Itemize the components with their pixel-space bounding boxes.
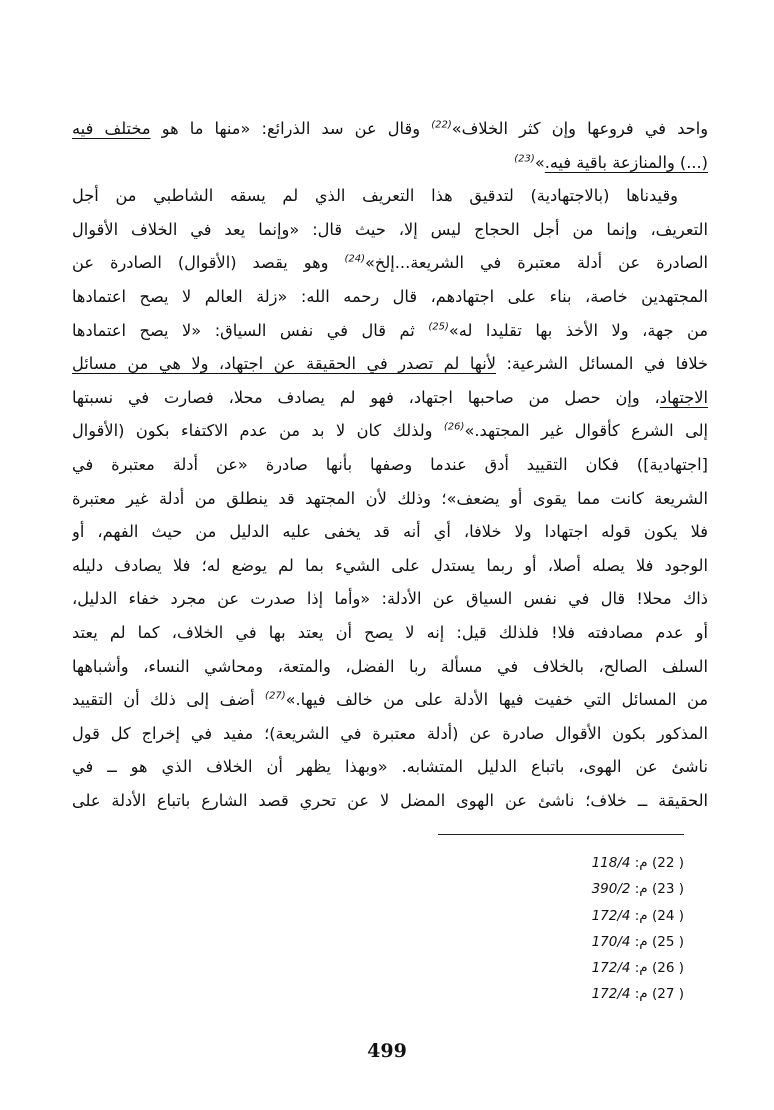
- footnote-citation: 172/4: [591, 986, 631, 1003]
- footnote-number: ( 27): [651, 986, 684, 1003]
- text-line: [72, 381, 708, 415]
- text-run: خلافا في المسائل الشرعية:: [495, 354, 708, 374]
- text-line: [72, 616, 708, 650]
- text-run: واحد في فروعها وإن كثر الخلاف»: [451, 119, 708, 138]
- text-run: [اجتهادية]) فكان التقييد أدق عندما وصفها بأنها صادرة «عن أدلة معتبرة في: [72, 454, 708, 474]
- footnote-number: ( 25): [651, 933, 684, 950]
- footnote-number: ( 22): [651, 855, 684, 871]
- text-line: [72, 750, 708, 784]
- text-run: الشريعة كانت مما يقوى أو يضعف»؛ وذلك لأن المجتهد قد ينطلق من أدلة غير معتبرة: [72, 488, 708, 508]
- text-run: ، وإن حصل من صاحبها اجتهاد، فهو لم يصادف محلا، فصارت في نسبتها: [72, 387, 660, 407]
- text-run: السلف الصالح، بالخلاف في مسألة ربا الفضل، والمتعة، ومحاشي النساء، وأشباهها: [72, 656, 708, 676]
- footnote-ref: (27): [265, 690, 286, 702]
- text-line: [72, 549, 708, 583]
- text-run: أو عدم مصادفته فلا! فلذلك قيل: إنه لا يصح أن يعتد بها في الخلاف، كما لم يعتد: [72, 622, 708, 642]
- text-run: وقيدناها (بالاجتهادية) لتدقيق هذا التعريف الذي لم يسقه الشاطبي من أجل: [72, 186, 678, 206]
- footnote-number: ( 26): [651, 960, 684, 977]
- text-run: »: [534, 152, 545, 172]
- text-run: إلى الشرع كأقوال غير المجتهد.»: [464, 421, 708, 441]
- text-run: من جهة، ولا الأخذ بها تقليدا له»: [448, 320, 708, 340]
- underlined-text: الاجتهاد: [659, 387, 708, 407]
- text-run: الصادرة عن أدلة معتبرة في الشريعة...إلخ»: [365, 253, 708, 273]
- text-line: [72, 717, 708, 751]
- text-run: وقال عن سد الذرائع: «منها ما هو: [150, 119, 432, 138]
- underlined-text: مختلف فيه: [72, 119, 151, 138]
- text-line: [72, 246, 708, 280]
- text-run: التعريف، وإنما من أجل الحجاج ليس إلا، حيث قال: «وإنما يعد في الخلاف الأقوال: [72, 219, 708, 239]
- footnote-source: م:: [630, 960, 652, 977]
- text-line: [72, 582, 708, 616]
- text-line: [72, 112, 708, 146]
- text-line: [72, 482, 708, 516]
- text-line: [72, 683, 708, 717]
- footnote: [484, 955, 684, 981]
- footnote-source: م:: [630, 881, 652, 898]
- footnote-citation: 118/4: [591, 855, 631, 871]
- text-line: [72, 414, 708, 448]
- footnote: [484, 850, 684, 876]
- text-run: ذاك محلا! قال في نفس السياق عن الأدلة: «وأما إذا صدرت عن مجرد خفاء الدليل،: [72, 589, 708, 609]
- text-run: الوجود فلا يصله أصلا، أو ربما يستدل على الشيء بما لم يوضع له؛ فلا يصادف دليله: [72, 555, 708, 575]
- text-line: [72, 213, 708, 247]
- body-text: [72, 112, 708, 817]
- text-line: [72, 784, 708, 818]
- footnotes: [484, 850, 684, 1008]
- text-run: فلا يكون قوله اجتهادا ولا خلافا، أي أنه قد يخفى عليه الدليل من حيث الفهم، أو: [72, 522, 708, 542]
- text-line: [72, 347, 708, 381]
- text-run: وهو يقصد (الأقوال) الصادرة عن: [72, 253, 345, 273]
- footnote-ref: (24): [344, 253, 365, 265]
- text-line: [72, 448, 708, 482]
- footnote-source: م:: [630, 907, 652, 924]
- footnote-source: م:: [630, 855, 652, 871]
- footnote-number: ( 24): [651, 907, 684, 924]
- text-run: أضف إلى ذلك أن التقييد: [72, 690, 266, 710]
- footnote: [484, 929, 684, 955]
- footnote-ref: (26): [443, 421, 465, 433]
- page-number: 499: [367, 1040, 407, 1062]
- text-run: ناشئ عن الهوى، باتباع الدليل المتشابه. «وبهذا يظهر أن الخلاف الذي هو ــ في: [72, 757, 708, 777]
- footnote-citation: 172/4: [591, 960, 631, 977]
- footnote-ref: (23): [514, 153, 535, 165]
- footnote-ref: (22): [431, 119, 452, 131]
- text-run: المجتهدين خاصة، بناء على اجتهادهم، قال رحمه الله: «زلة العالم لا يصح اعتمادها: [72, 286, 708, 306]
- text-line: [72, 280, 708, 314]
- underlined-text: لأنها لم تصدر في الحقيقة عن اجتهاد، ولا هي من مسائل: [72, 354, 496, 374]
- text-line: [72, 314, 708, 348]
- footnote-separator: [438, 834, 684, 835]
- underlined-text: (...) والمنازعة باقية فيه.: [544, 152, 708, 172]
- text-line: [72, 146, 708, 180]
- text-line: [72, 179, 708, 213]
- footnote-citation: 390/2: [591, 881, 631, 898]
- footnote-number: ( 23): [651, 881, 684, 898]
- text-run: المذكور بكون الأقوال صادرة عن (أدلة معتبرة في الشريعة)؛ مفيد في إخراج كل قول: [72, 723, 708, 743]
- footnote: [484, 981, 684, 1007]
- footnote: [484, 876, 684, 902]
- footnote-source: م:: [630, 933, 652, 950]
- text-run: ثم قال في نفس السياق: «لا يصح اعتمادها: [72, 320, 429, 340]
- text-line: [72, 650, 708, 684]
- text-run: الحقيقة ــ خلاف؛ ناشئ عن الهوى المضل لا عن تحري قصد الشارع باتباع الأدلة على: [72, 790, 708, 810]
- text-run: ولذلك كان لا بد من عدم الاكتفاء بكون (الأقوال: [72, 421, 444, 441]
- footnote-source: م:: [630, 986, 652, 1003]
- footnote-citation: 170/4: [591, 933, 631, 950]
- text-line: [72, 515, 708, 549]
- footnote-ref: (25): [428, 321, 449, 333]
- text-run: من المسائل التي خفيت فيها الأدلة على من خالف فيها.»: [285, 690, 708, 710]
- footnote: [484, 903, 684, 929]
- footnote-citation: 172/4: [591, 907, 631, 924]
